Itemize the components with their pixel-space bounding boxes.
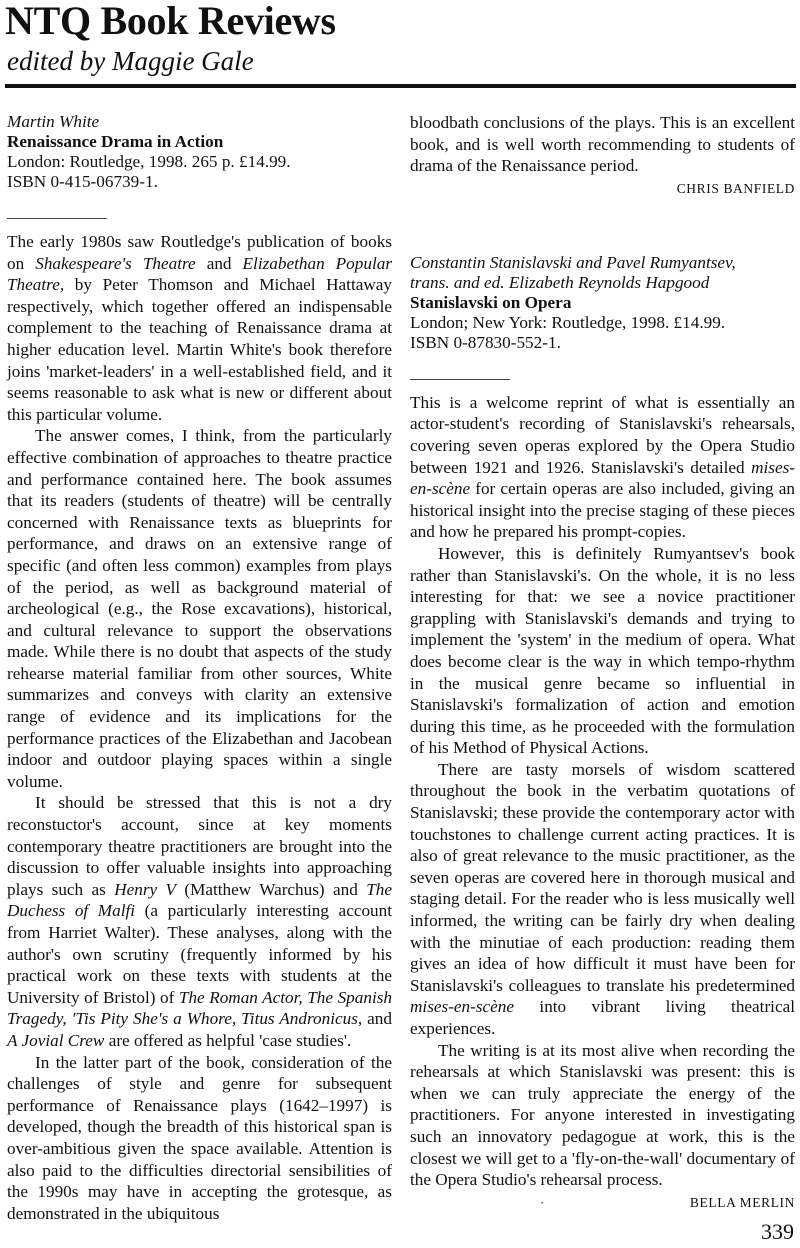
review1-paragraph-4: In the latter part of the book, consideration of the challenges of style and genre for subsequent performance of Renaissance plays (1642–1997) is developed, though the breadth of this historical span is over-ambitious given the space available. Attention is also paid to the difficulties directorial sensibilities of the 1990s may have in accepting the grotesque, as demonstrated in the ubiquitous <box>7 1052 392 1223</box>
review1-continued <box>410 112 795 177</box>
play-reference: The Duchess of Malfi <box>7 879 392 921</box>
text: There are tasty morsels of wisdom scattered throughout the book in the verbatim quotations of Stanislavski; these provide the contemporary actor with touchstones to challenge current acting practices. It is also of great relevance to the music practitioner, as the seven operas are covered here in thorough musical and staging detail. For the reader who is less musically well informed, the writing can be fairly dry when dealing with the minutiae of each production: reading them gives an idea of how difficult it must have been for Stanislavski's colleagues to translate his predetermined <box>410 759 795 995</box>
review1-author: Martin White <box>7 112 100 131</box>
review1-publisher: London: Routledge, 1998. 265 p. £14.99. <box>7 152 291 171</box>
bibliography-separator <box>410 379 510 380</box>
section-title: NTQ Book Reviews <box>5 0 336 43</box>
text: (a particularly interesting account from Harriet Walter). These analyses, along with the author's own scrutiny (frequently informed by his practical work on these texts with students at the University of Bristol) of <box>7 901 393 1007</box>
play-reference: A Jovial Crew <box>7 1030 105 1050</box>
text: (Matthew Warchus) and <box>176 879 367 899</box>
review2-signature: BELLA MERLIN <box>689 1194 795 1210</box>
review2-paragraph-4: The writing is at its most alive when recording the rehearsals at which Stanislavski was present: this is when we can truly appreciate the energy of the practitioners. For anyone interested in investigating such an innovatory pedagogue at work, this is the closest we will get to a 'fly-on-the-wall' documentary of the Opera Studio's rehearsal process. <box>410 1040 795 1190</box>
section-editor: edited by Maggie Gale <box>7 46 254 76</box>
text: for certain operas are also included, giving an historical insight into the precise staging of these pieces and how he prepared his prompt-copies. <box>410 479 795 542</box>
text: This is a welcome reprint of what is essentially an actor-student's recording of Stanislavski's rehearsals, covering seven operas explored by the Opera Studio between 1921 and 1926. Stanislavski's detailed <box>410 392 795 477</box>
text: are offered as helpful 'case studies'. <box>104 1030 352 1050</box>
review1-body <box>7 231 392 1224</box>
book-reference: Elizabethan Popular Theatre, <box>7 253 393 295</box>
page-header <box>5 0 795 76</box>
page-number: 339 <box>761 1219 794 1244</box>
review2-paragraph-1 <box>410 392 795 543</box>
text: and <box>195 253 243 273</box>
stray-dot: · <box>539 1194 545 1210</box>
book-reference: Shakespeare's Theatre <box>35 253 196 273</box>
term-reference: mises-en-scène <box>410 997 515 1017</box>
text: by Peter Thomson and Michael Hattaway respectively, which together offered an indispensable complement to the teaching of Renaissance drama at higher education level. Martin White's book therefore joins 'market-leaders' in a well-established field, and it seems reasonable to ask what is new or different about this particular volume. <box>7 275 392 424</box>
review2-publisher: London; New York: Routledge, 1998. £14.99. <box>410 312 726 332</box>
text: It should be stressed that this is not a dry reconstuctor's account, since at key moments contemporary theatre practitioners are brought into the discussion to offer valuable insights into approaching plays such as <box>7 793 392 899</box>
review2-paragraph-3 <box>410 759 795 1040</box>
header-rule <box>5 84 796 88</box>
right-column <box>410 112 795 1213</box>
review2-paragraph-2: However, this is definitely Rumyantsev's book rather than Stanislavski's. On the whole, it is no less interesting for that: we see a novice practitioner grappling with Stanislavski's demands and trying to implement the 'system' in the medium of opera. What does become clear is the way in which tempo-rhythm in the musical genre became so influential in Stanislavski's formalization of action and emotion during this time, as he proceeded with the formulation of his Method of Physical Actions. <box>410 543 795 758</box>
review2-bibliography <box>410 253 795 353</box>
review1-book-title: Renaissance Drama in Action <box>7 132 224 151</box>
review1-paragraph-2: The answer comes, I think, from the particularly effective combination of approaches to theatre practice and performance contained here. The book assumes that its readers (students of theatre) will be centrally concerned with Renaissance texts as blueprints for performance, and draws on an extensive range of specific (and often less common) examples from plays of the period, as well as background material of archeological (e.g., the Rose excavations), historical, and cultural relevance to support the observations made. While there is no doubt that aspects of the study rehearse material familiar from other sources, White summarizes and conveys with clarity an extensive range of evidence and its implications for the performance practices of the Elizabethan and Jacobean indoor and outdoor playing spaces within a single volume. <box>7 426 392 791</box>
review2-isbn: ISBN 0-87830-552-1. <box>410 332 561 352</box>
bibliography-separator <box>7 218 107 219</box>
review1-paragraph-3 <box>7 792 392 1051</box>
play-reference: The Roman Actor, The Spanish Tragedy, 'Tis Pity She's a Whore, Titus Andronicus, <box>7 987 393 1029</box>
review2-body <box>410 392 795 1191</box>
review2-author-line-1: Constantin Stanislavski and Pavel Rumyantsev, <box>410 252 736 272</box>
text: The early 1980s saw Routledge's publication of books on <box>7 232 392 273</box>
text: and <box>362 1009 392 1029</box>
review1-signature: CHRIS BANFIELD <box>676 180 795 196</box>
text: into vibrant living theatrical experiences. <box>410 997 795 1038</box>
review2-book-title: Stanislavski on Opera <box>410 292 572 312</box>
term-reference: mises-en-scène <box>410 457 795 499</box>
review1-isbn: ISBN 0-415-06739-1. <box>7 172 158 191</box>
review1-paragraph-1 <box>7 231 392 425</box>
left-column <box>7 112 392 1224</box>
review2-signature-line <box>410 1193 795 1213</box>
review1-paragraph-4-continued: bloodbath conclusions of the plays. This is an excellent book, and is well worth recommending to students of drama of the Renaissance period. <box>410 113 795 176</box>
play-reference: Henry V <box>114 879 176 899</box>
review2-author-line-2: trans. and ed. Elizabeth Reynolds Hapgood <box>410 272 710 292</box>
review1-bibliography <box>7 112 392 192</box>
